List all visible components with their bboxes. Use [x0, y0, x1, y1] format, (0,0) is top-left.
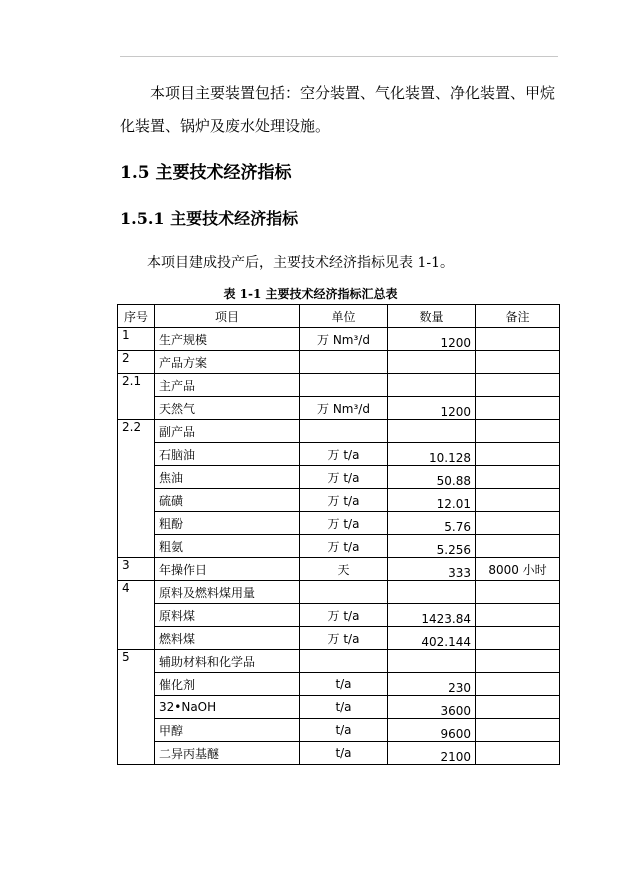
- cell-unit: 万 Nm³/d: [300, 397, 388, 420]
- cell-unit: t/a: [300, 673, 388, 696]
- cell-item: 粗氨: [155, 535, 300, 558]
- cell-note: [476, 328, 560, 351]
- cell-note: [476, 627, 560, 650]
- cell-qty: 2100: [388, 742, 476, 765]
- cell-item: 原料煤: [155, 604, 300, 627]
- cell-unit: 万 Nm³/d: [300, 328, 388, 351]
- table-row: [118, 420, 560, 443]
- cell-unit: 万 t/a: [300, 512, 388, 535]
- cell-note: [476, 604, 560, 627]
- cell-item: 32•NaOH: [155, 696, 300, 719]
- cell-qty: 1200: [388, 328, 476, 351]
- cell-qty: [388, 581, 476, 604]
- cell-note: [476, 719, 560, 742]
- cell-item: 焦油: [155, 466, 300, 489]
- table-row: [118, 512, 560, 535]
- cell-note: [476, 512, 560, 535]
- cell-unit: 万 t/a: [300, 627, 388, 650]
- cell-unit: 万 t/a: [300, 535, 388, 558]
- cell-item: 二异丙基醚: [155, 742, 300, 765]
- indicator-table: [117, 304, 560, 765]
- cell-note: [476, 420, 560, 443]
- cell-unit: 万 t/a: [300, 604, 388, 627]
- cell-unit: 万 t/a: [300, 466, 388, 489]
- cell-note: [476, 351, 560, 374]
- table-caption: 表 1-1 主要技术经济指标汇总表: [223, 287, 398, 301]
- cell-note: [476, 581, 560, 604]
- table-row: [118, 581, 560, 604]
- header-note: 备注: [476, 305, 560, 328]
- cell-item: 生产规模: [155, 328, 300, 351]
- cell-qty: 230: [388, 673, 476, 696]
- cell-unit: 万 t/a: [300, 489, 388, 512]
- cell-note: [476, 650, 560, 673]
- cell-item: 甲醇: [155, 719, 300, 742]
- table-row: [118, 604, 560, 627]
- cell-no: 2.2: [118, 420, 155, 558]
- cell-unit: [300, 581, 388, 604]
- cell-qty: [388, 374, 476, 397]
- cell-qty: [388, 420, 476, 443]
- cell-unit: 天: [300, 558, 388, 581]
- header-unit: 单位: [300, 305, 388, 328]
- cell-qty: 10.128: [388, 443, 476, 466]
- cell-qty: [388, 351, 476, 374]
- table-row: [118, 673, 560, 696]
- cell-item: 主产品: [155, 374, 300, 397]
- cell-item: 石脑油: [155, 443, 300, 466]
- cell-item: 硫磺: [155, 489, 300, 512]
- cell-note: [476, 466, 560, 489]
- cell-item: 燃料煤: [155, 627, 300, 650]
- cell-unit: t/a: [300, 742, 388, 765]
- table-row: [118, 742, 560, 765]
- cell-note: [476, 443, 560, 466]
- cell-qty: 3600: [388, 696, 476, 719]
- table-row: [118, 443, 560, 466]
- header-item: 项目: [155, 305, 300, 328]
- cell-no: 3: [118, 558, 155, 581]
- cell-note: [476, 696, 560, 719]
- cell-item: 粗酚: [155, 512, 300, 535]
- cell-qty: 5.76: [388, 512, 476, 535]
- subsection-heading: 1.5.1 主要技术经济指标: [120, 209, 299, 228]
- cell-item: 年操作日: [155, 558, 300, 581]
- cell-qty: 402.144: [388, 627, 476, 650]
- table-row: [118, 719, 560, 742]
- table-row: [118, 627, 560, 650]
- cell-no: 4: [118, 581, 155, 650]
- cell-unit: t/a: [300, 696, 388, 719]
- cell-item: 天然气: [155, 397, 300, 420]
- cell-qty: 12.01: [388, 489, 476, 512]
- table-row: [118, 328, 560, 351]
- cell-qty: 5.256: [388, 535, 476, 558]
- cell-unit: [300, 374, 388, 397]
- table-row: [118, 558, 560, 581]
- cell-qty: 333: [388, 558, 476, 581]
- table-row: [118, 351, 560, 374]
- cell-item: 催化剂: [155, 673, 300, 696]
- cell-item: 辅助材料和化学品: [155, 650, 300, 673]
- header-rule: [120, 56, 558, 57]
- cell-note: [476, 535, 560, 558]
- lead-sentence: 本项目建成投产后，主要技术经济指标见表 1-1。: [147, 255, 454, 271]
- cell-note: [476, 397, 560, 420]
- cell-unit: [300, 650, 388, 673]
- cell-unit: [300, 420, 388, 443]
- table-row: [118, 466, 560, 489]
- intro-paragraph: 本项目主要装置包括：空分装置、气化装置、净化装置、甲烷化装置、锅炉及废水处理设施。: [120, 84, 556, 135]
- cell-qty: 1200: [388, 397, 476, 420]
- cell-qty: 50.88: [388, 466, 476, 489]
- cell-qty: 1423.84: [388, 604, 476, 627]
- cell-no: 1: [118, 328, 155, 351]
- cell-item: 副产品: [155, 420, 300, 443]
- cell-unit: [300, 351, 388, 374]
- cell-note: [476, 489, 560, 512]
- header-no: 序号: [118, 305, 155, 328]
- cell-unit: t/a: [300, 719, 388, 742]
- cell-item: 原料及燃料煤用量: [155, 581, 300, 604]
- cell-note: [476, 673, 560, 696]
- section-heading: 1.5 主要技术经济指标: [120, 163, 292, 183]
- header-qty: 数量: [388, 305, 476, 328]
- cell-note: [476, 742, 560, 765]
- cell-no: 2: [118, 351, 155, 374]
- cell-note: [476, 374, 560, 397]
- cell-no: 5: [118, 650, 155, 765]
- cell-note: 8000 小时: [476, 558, 560, 581]
- table-header-row: [118, 305, 560, 328]
- cell-no: 2.1: [118, 374, 155, 420]
- table-row: [118, 489, 560, 512]
- table-row: [118, 374, 560, 397]
- table-row: [118, 397, 560, 420]
- cell-unit: 万 t/a: [300, 443, 388, 466]
- table-row: [118, 650, 560, 673]
- table-row: [118, 535, 560, 558]
- cell-qty: [388, 650, 476, 673]
- cell-qty: 9600: [388, 719, 476, 742]
- table-row: [118, 696, 560, 719]
- cell-item: 产品方案: [155, 351, 300, 374]
